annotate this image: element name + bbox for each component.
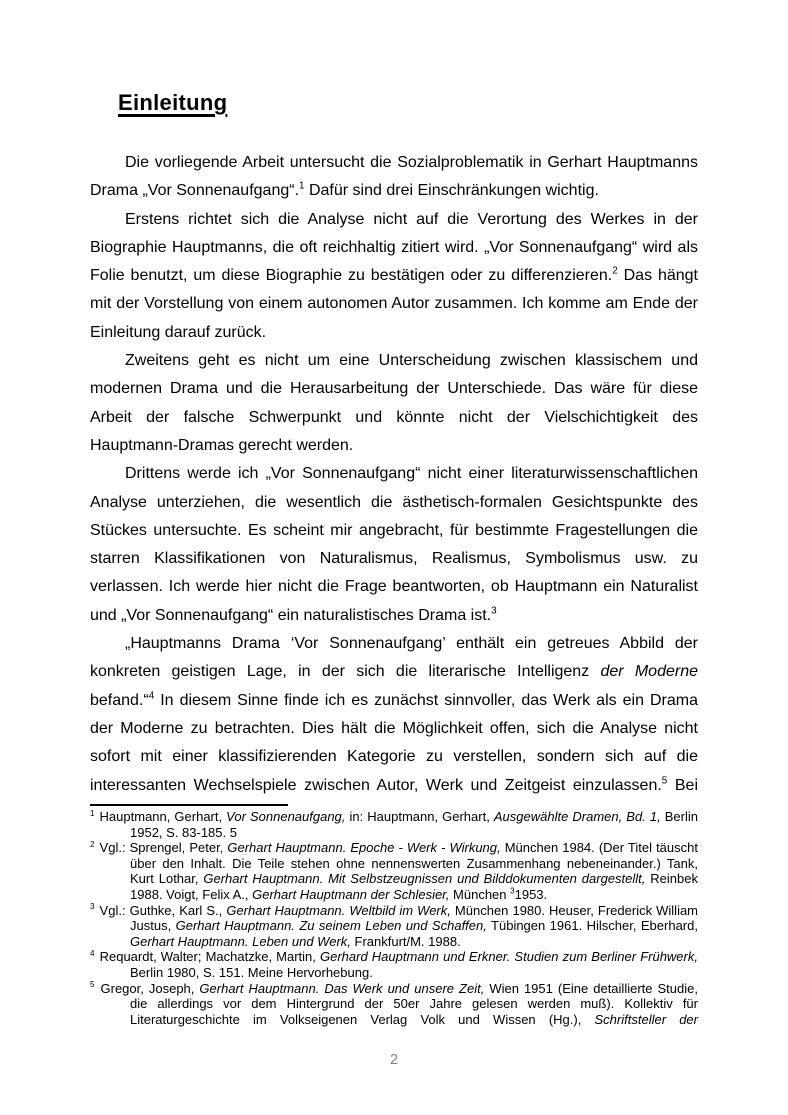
text-segment: Frankfurt/M. 1988. [350,933,461,949]
superscript-ref: 3 [510,886,515,896]
italic-segment: der Moderne [600,663,698,681]
footnote-number: 4 [90,949,95,959]
text-segment: Bei [667,776,699,794]
text-segment: Dafür sind drei Einschränkungen wichtig. [304,182,599,200]
footnote-number: 1 [90,808,95,818]
text-segment: Gregor, Joseph, [100,980,200,996]
text-segment: Hauptmann, Gerhart, [99,809,227,824]
footnote-5 [90,980,698,1028]
italic-segment: Schriftsteller der [594,1011,698,1027]
body-text [90,149,698,800]
superscript-ref: 2 [612,265,618,277]
italic-segment: Gerhart Hauptmann. Leben und Werk, [130,933,351,949]
superscript-ref: 1 [299,180,305,192]
footnote-1 [90,808,698,840]
footnotes-section [90,809,698,1027]
text-segment: Reinbek 1988. Voigt, Felix A., [130,871,698,902]
italic-segment: Gerhart Hauptmann. Zu seinem Leben und Schaffen, [175,918,487,934]
body-paragraph-2 [90,206,698,347]
page-title: Einleitung [118,90,228,115]
superscript-ref: 5 [661,775,668,787]
text-segment: München [449,886,511,902]
italic-segment: Vor Sonnenaufgang, [226,809,346,824]
italic-segment: Gerhart Hauptmann der Schlesier, [252,886,450,902]
text-segment: Erstens richtet sich die Analyse nicht auf die Verortung des Werkes in der Biographie Hauptmanns, die oft reichhaltig zitiert wird. „Vor Sonnenaufgang“ wird als Folie benutzt, um diese Biographie zu bestätigen oder zu differenzieren. [90,210,698,285]
text-segment: befand.“ [90,691,149,709]
text-segment: Tübingen 1961. Hilscher, Eberhard, [486,918,698,934]
footnote-number: 5 [90,980,95,990]
text-segment: Wien 1951 (Eine detaillierte Studie, die allerdings vor dem Hintergrund der 50er Jahre gelesen werden muß). Kollektiv für Literaturgeschichte im Volkseigenen Verlag Volk und Wissen (Hg.), [130,980,698,1027]
text-segment: Das hängt mit der Vorstellung von einem autonomen Autor zusammen. Ich komme am Ende der Einleitung darauf zurück. [90,267,698,341]
page-number: 2 [389,1052,399,1068]
text-segment: München 1980. Heuser, Frederick William Justus, [130,902,699,934]
text-segment: Berlin 1980, S. 151. Meine Hervorhebung. [130,964,373,980]
footnote-separator [90,804,288,806]
italic-segment: Gerhart Hauptmann. Das Werk und unsere Zeit, [199,980,485,996]
footnote-number: 2 [90,839,95,849]
text-segment: „Hauptmanns Drama ‘Vor Sonnenaufgang’ enthält ein getreues Abbild der konkreten geistigen Lage, in der sich die literarische Intelligenz [90,635,698,681]
italic-segment: Gerhart Hauptmann. Epoche - Werk - Wirkung, [227,840,501,856]
text-segment: Vgl.: Guthke, Karl S., [99,902,227,918]
text-segment: Requardt, Walter; Machatzke, Martin, [99,949,320,965]
superscript-ref: 3 [491,605,497,617]
italic-segment: Gerhard Hauptmann und Erkner. Studien zum Berliner Frühwerk, [320,949,698,965]
body-paragraph-5 [90,630,698,800]
footnote-3 [90,902,699,950]
italic-segment: Ausgewählte Dramen, Bd. 1, [493,809,661,824]
text-segment: Die vorliegende Arbeit untersucht die Sozialproblematik in Gerhart Hauptmanns Drama „Vor Sonnenaufgang“. [90,154,698,200]
body-paragraph-1 [90,149,698,206]
footnote-2 [90,839,698,902]
text-segment: Zweitens geht es nicht um eine Unterscheidung zwischen klassischem und modernen Drama und die Herausarbeitung der Unterschiede. Das wäre für diese Arbeit der falsche Schwerpunkt und könnte nicht der Vielschichtigkeit des Hauptmann-Dramas gerecht werden. [90,352,698,454]
text-segment: 1953. [514,886,548,902]
body-paragraph-3 [90,347,698,460]
text-segment: Drittens werde ich „Vor Sonnenaufgang“ nicht einer literaturwissenschaftlichen Analyse unterziehen, die wesentlich die ästhetisch-formalen Gesichtspunkte des Stückes untersuchte. Es scheint mir angebracht, für bestimmte Fragestellungen die starren Klassifikationen von Naturalismus, Realismus, Symbolismus usw. zu verlassen. Ich werde hier nicht die Frage beantworten, ob Hauptmann ein Naturalist und „Vor Sonnenaufgang“ ein naturalistisches Drama ist. [90,465,698,624]
footnote-4 [90,949,698,980]
italic-segment: Gerhart Hauptmann. Weltbild im Werk, [226,902,451,918]
text-segment: Vgl.: Sprengel, Peter, [99,840,228,856]
text-segment: Berlin 1952, S. 83-185. 5 [130,809,698,840]
text-segment: in: Hauptmann, Gerhart, [345,809,494,824]
text-segment: In diesem Sinne finde ich es zunächst sinnvoller, das Werk als ein Drama der Moderne zu betrachten. Dies hält die Möglichkeit offen, sich die Analyse nicht sofort mit einer klassifizierenden Kategorie zu verstellen, sondern sich auf die interessanten Wechselspiele zwischen Autor, Werk und Zeitgeist einzulassen. [90,691,698,794]
text-segment: München 1984. (Der Titel täuscht über den Inhalt. Die Teile stehen ohne nennenswerten Zusammenhang nebeneinander.) Tank, Kurt Lothar, [130,840,698,887]
italic-segment: Gerhart Hauptmann. Mit Selbstzeugnissen und Bilddokumenten dargestellt, [203,871,646,887]
body-paragraph-4 [90,460,698,630]
footnote-number: 3 [90,902,95,912]
superscript-ref: 4 [148,690,155,702]
